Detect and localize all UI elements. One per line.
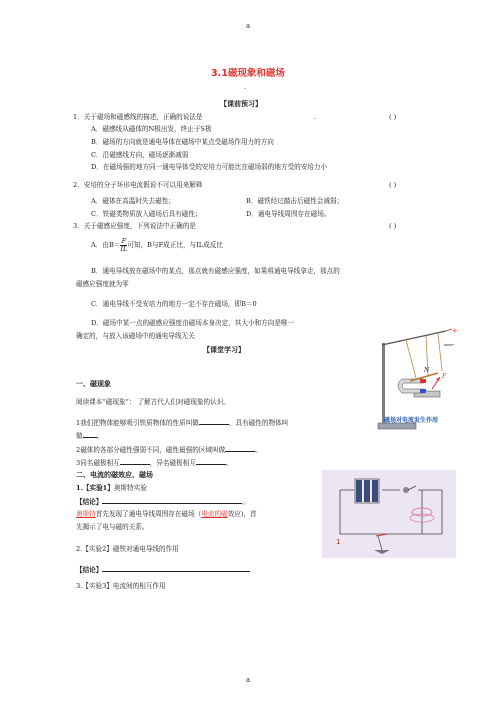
conclusion2-blank[interactable]	[102, 565, 250, 572]
svg-text:1: 1	[336, 538, 341, 546]
blank-magnetism[interactable]	[199, 418, 229, 425]
blank-opposite-poles[interactable]	[196, 458, 226, 465]
conclusion1-end: 。	[242, 498, 249, 506]
q1-option-b: B．磁场的方向就是通电导体在磁场中某点受磁场作用力的方向	[91, 138, 274, 146]
oersted-note-text2: 效应)，首	[227, 510, 257, 518]
part1-line2-text-b: 。	[255, 446, 262, 454]
experiment1-label: 1.【实验1】	[76, 484, 114, 492]
part1-line1-text-c: 做	[76, 432, 83, 440]
circuit-illustration	[322, 470, 456, 558]
part1-line1-text-d: 。	[96, 432, 104, 440]
part2-heading: 二、电流的磁效应、磁场	[76, 470, 153, 479]
q3-option-c: C．通电导线不受安培力的地方一定不存在磁场，即B＝0	[91, 300, 257, 308]
q3-option-a	[91, 238, 223, 252]
part1-line2-text-a: 2磁体的各部分磁性强弱不同，磁性最强的区域叫做	[76, 446, 226, 454]
q2-answer-paren: ( )	[389, 181, 397, 189]
conclusion2-label: 【结论】	[76, 566, 103, 574]
part1-line2	[76, 445, 262, 454]
header-mark: a	[246, 22, 251, 30]
experiment2-text: 磁铁对通电导线的作用	[112, 545, 179, 553]
oersted-note-line2: 先揭示了电与磁的关系。	[76, 523, 149, 531]
label-plus: +	[452, 327, 458, 335]
figure1-caption: 磁场对电流发生作用	[384, 417, 439, 424]
q2-option-d: D．通电导线周围存在磁场。	[246, 210, 331, 218]
part1-line1	[76, 418, 288, 427]
q3-stem: 3．关于磁感应强度，下列说法中正确的是	[73, 222, 196, 230]
footer-mark: a	[246, 676, 251, 684]
conclusion1-blank[interactable]	[102, 497, 242, 504]
part1-line1-text-b: ，具有磁性的物体叫	[228, 419, 289, 427]
part1-heading: 一、磁现象	[76, 379, 111, 388]
experiment2	[76, 545, 179, 553]
label-force: F	[442, 373, 447, 380]
q1-option-c: C．沿磁感线方向，磁场逐渐减弱	[91, 151, 189, 159]
part1-line1-text-a: 1我们把物体能够吸引铁质物体的性质叫做	[76, 419, 199, 427]
q3-formula-denominator: IL	[120, 244, 128, 253]
q3-formula-numerator: F	[121, 237, 127, 245]
part1-line1-cont	[76, 431, 103, 440]
experiment1	[76, 484, 147, 492]
part1-intro: 阅读课本“磁现象”： 了解古代人们对磁现象的认识。	[76, 398, 230, 406]
conclusion1-label: 【结论】	[76, 498, 103, 506]
oersted-note-line1	[76, 510, 257, 518]
part1-line3-text-b: ，异名磁极相互	[149, 459, 196, 467]
q1-answer-paren: ( )	[389, 113, 397, 121]
experiment3-text: 电流间的相互作用	[112, 582, 166, 590]
oersted-name: 奥斯特	[76, 510, 96, 518]
classroom-heading: 【课堂学习】	[203, 345, 245, 354]
q3-answer-paren: ( )	[389, 222, 397, 230]
q2-option-b: B．磁铁经过敲击后磁性会减弱；	[246, 197, 344, 205]
experiment3	[76, 582, 166, 590]
blank-magnet[interactable]	[83, 431, 97, 438]
blank-same-poles[interactable]	[120, 458, 150, 465]
experiment3-label: 3.【实验3】	[76, 582, 113, 590]
figure-magnet-current	[376, 323, 456, 458]
q3-option-d-line2: 确定的，与放入该磁场中的通电导线无关	[76, 332, 195, 340]
apparatus-illustration	[376, 323, 456, 458]
part1-line3-text-c: 。	[225, 459, 233, 467]
q3-option-d-line1: D．磁场中某一点的磁感应强度由磁场本身决定，其大小和方向是唯一	[91, 319, 295, 327]
part1-line3	[76, 458, 233, 467]
q2-stem: 2．安培的分子环形电流假说不可以用来解释	[73, 181, 203, 189]
experiment2-label: 2.【实验2】	[76, 545, 113, 553]
q3-option-a-suffix: 可知，B与F成正比，与IL成反比	[127, 241, 223, 250]
conclusion1	[76, 497, 249, 506]
oersted-effect-term: 电流的磁	[201, 510, 228, 518]
title-dot: .	[244, 84, 246, 91]
q3-option-b-line2: 磁感应强度就为零	[76, 280, 129, 288]
q1-mark: .	[314, 113, 317, 121]
label-north: N	[424, 367, 430, 374]
oersted-note-text: 首先发现了通电导线周围存在磁场（	[95, 510, 202, 518]
conclusion2	[76, 565, 250, 574]
q2-option-c: C．铁磁类物质放入磁场后具有磁性；	[91, 210, 202, 218]
figure-current-interaction	[322, 470, 456, 558]
experiment1-text: 奥斯特实验	[113, 484, 147, 492]
q1-option-a: A．磁感线从磁体的N极出发，终止于S极	[91, 125, 212, 133]
part1-line3-text-a: 3同名磁极相互	[76, 459, 120, 467]
label-minus: -	[452, 341, 455, 349]
blank-magnetic-pole[interactable]	[225, 445, 255, 452]
q3-option-b-line1: B．通电导线放在磁场中的某点，那点就有磁感应强度，如果将通电导线拿走，那点的	[91, 267, 340, 275]
page-title: 3.1磁现象和磁场	[211, 68, 285, 79]
q1-option-d: D．在磁场强的地方同一通电导体受的安培力可能比在磁场弱的地方受的安培力小	[91, 163, 328, 171]
q3-option-a-prefix: A．由B＝	[91, 241, 121, 250]
q1-stem: 1．关于磁场和磁感线的描述，正确的说法是	[73, 113, 203, 121]
preview-heading: 【课前预习】	[220, 99, 262, 108]
q2-option-a: A．磁体在高温时失去磁性；	[91, 197, 175, 205]
